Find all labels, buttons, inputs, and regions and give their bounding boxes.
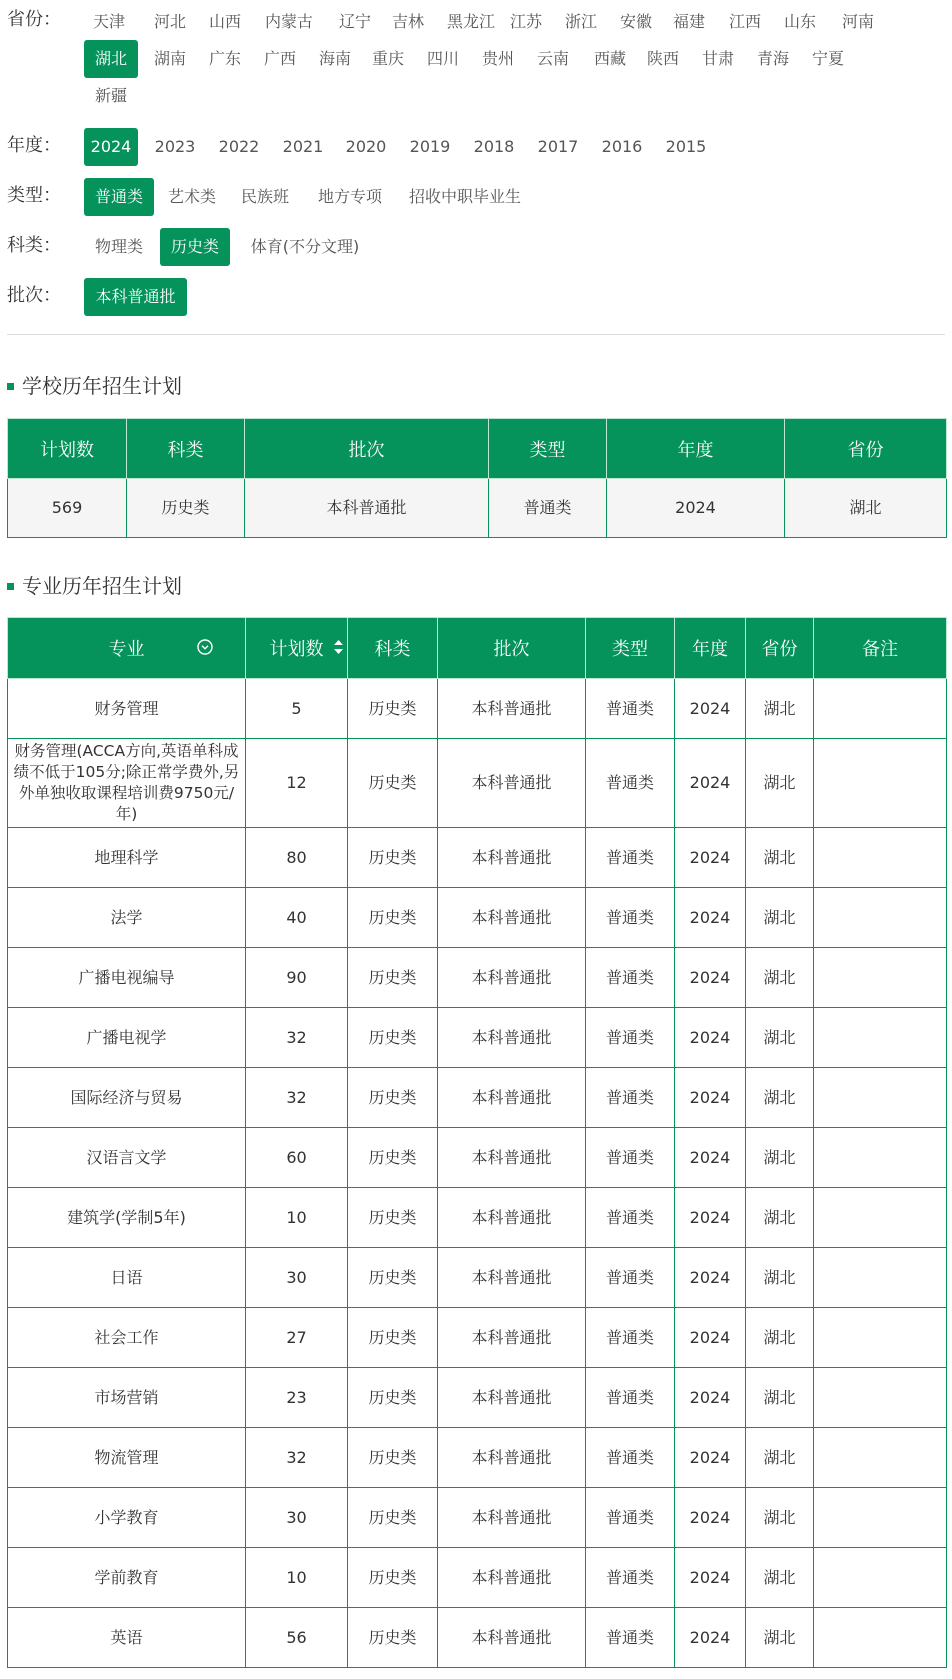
batch-cell: 本科普通批 <box>438 1128 586 1188</box>
major-cell: 市场营销 <box>8 1368 246 1428</box>
batch-cell: 本科普通批 <box>438 1428 586 1488</box>
remark-cell <box>814 1248 947 1308</box>
sort-updown-icon[interactable] <box>334 640 343 654</box>
table-row <box>8 1428 947 1488</box>
plan-count-cell: 30 <box>246 1488 348 1548</box>
province-option[interactable]: 甘肃 <box>701 49 734 68</box>
type-cell: 普通类 <box>586 739 675 828</box>
remark-cell <box>814 679 947 739</box>
province-cell: 湖北 <box>746 1008 814 1068</box>
year-cell: 2024 <box>675 1308 746 1368</box>
province-cell: 湖北 <box>746 888 814 948</box>
subject-cell: 历史类 <box>348 1008 438 1068</box>
major-cell: 学前教育 <box>8 1548 246 1608</box>
province-cell: 湖北 <box>746 1068 814 1128</box>
province-option[interactable]: 山东 <box>783 12 816 31</box>
plan-count-cell: 27 <box>246 1308 348 1368</box>
year-cell: 2024 <box>675 1008 746 1068</box>
year-cell: 2024 <box>675 1608 746 1668</box>
batch-cell: 本科普通批 <box>438 1548 586 1608</box>
remark-cell <box>814 1128 947 1188</box>
subject-cell: 历史类 <box>348 1608 438 1668</box>
plan-count-cell: 10 <box>246 1188 348 1248</box>
year-cell: 2024 <box>675 1548 746 1608</box>
type-cell: 普通类 <box>586 948 675 1008</box>
year-cell: 2024 <box>675 1188 746 1248</box>
plan-count-cell: 12 <box>246 739 348 828</box>
batch-cell: 本科普通批 <box>438 888 586 948</box>
province-cell: 湖北 <box>746 828 814 888</box>
batch-cell: 本科普通批 <box>438 1248 586 1308</box>
school-plan-header-batch: 批次 <box>245 419 489 479</box>
year-option[interactable]: 2020 <box>345 137 387 156</box>
major-header-subject: 科类 <box>348 618 438 679</box>
remark-cell <box>814 1068 947 1128</box>
type-cell: 普通类 <box>586 1488 675 1548</box>
batch-cell: 本科普通批 <box>438 1188 586 1248</box>
subject-cell: 历史类 <box>348 1548 438 1608</box>
plan-count-cell: 60 <box>246 1128 348 1188</box>
table-row <box>8 479 947 538</box>
remark-cell <box>814 1548 947 1608</box>
table-row <box>8 1068 947 1128</box>
plan-count-cell: 10 <box>246 1548 348 1608</box>
province-filter-label: 省份： <box>7 9 61 30</box>
plan-count-cell: 569 <box>8 479 127 538</box>
major-plan-table <box>7 617 947 1668</box>
type-cell: 普通类 <box>586 1008 675 1068</box>
province-option[interactable]: 天津 <box>92 12 125 31</box>
table-row <box>8 1128 947 1188</box>
type-option[interactable]: 招收中职毕业生 <box>408 187 521 206</box>
year-cell: 2024 <box>675 828 746 888</box>
plan-count-cell: 56 <box>246 1608 348 1668</box>
table-row <box>8 828 947 888</box>
batch-cell: 本科普通批 <box>438 739 586 828</box>
year-cell: 2024 <box>675 888 746 948</box>
type-cell: 普通类 <box>586 1368 675 1428</box>
type-cell: 普通类 <box>586 1308 675 1368</box>
subject-cell: 历史类 <box>348 888 438 948</box>
type-cell: 普通类 <box>586 1248 675 1308</box>
subject-cell: 历史类 <box>348 828 438 888</box>
major-cell: 建筑学(学制5年) <box>8 1188 246 1248</box>
major-header-year: 年度 <box>675 618 746 679</box>
province-option[interactable]: 山西 <box>208 12 241 31</box>
batch-cell: 本科普通批 <box>438 1068 586 1128</box>
major-header-major-label: 专业 <box>108 639 145 660</box>
batch-cell: 本科普通批 <box>438 1308 586 1368</box>
province-option[interactable]: 安徽 <box>619 12 652 31</box>
remark-cell <box>814 1488 947 1548</box>
school-plan-header-plan: 计划数 <box>8 419 127 479</box>
batch-option[interactable]: 本科普通批 <box>84 278 187 316</box>
year-option[interactable]: 2024 <box>84 128 138 166</box>
major-cell: 物流管理 <box>8 1428 246 1488</box>
remark-cell <box>814 1428 947 1488</box>
year-option[interactable]: 2018 <box>473 137 515 156</box>
year-cell: 2024 <box>675 1248 746 1308</box>
province-cell: 湖北 <box>785 479 947 538</box>
plan-count-cell: 32 <box>246 1428 348 1488</box>
batch-cell: 本科普通批 <box>438 828 586 888</box>
table-row <box>8 1248 947 1308</box>
province-option[interactable]: 内蒙古 <box>264 12 313 31</box>
province-option[interactable]: 黑龙江 <box>446 12 495 31</box>
province-option[interactable]: 陕西 <box>646 49 679 68</box>
plan-count-cell: 5 <box>246 679 348 739</box>
major-header-major[interactable] <box>8 618 246 679</box>
year-option[interactable]: 2021 <box>282 137 324 156</box>
year-cell: 2024 <box>675 1128 746 1188</box>
school-plan-header-province: 省份 <box>785 419 947 479</box>
year-cell: 2024 <box>675 679 746 739</box>
type-option[interactable]: 普通类 <box>84 178 154 216</box>
major-plan-title <box>7 572 182 600</box>
table-row <box>8 948 947 1008</box>
province-cell: 湖北 <box>746 1548 814 1608</box>
province-option[interactable]: 湖北 <box>84 40 138 78</box>
plan-count-cell: 40 <box>246 888 348 948</box>
province-option[interactable]: 宁夏 <box>811 49 844 68</box>
type-cell: 普通类 <box>586 1068 675 1128</box>
province-cell: 湖北 <box>746 1428 814 1488</box>
major-cell: 广播电视学 <box>8 1008 246 1068</box>
batch-cell: 本科普通批 <box>438 1488 586 1548</box>
province-option[interactable]: 湖南 <box>153 49 186 68</box>
type-cell: 普通类 <box>586 1188 675 1248</box>
remark-cell <box>814 828 947 888</box>
type-option[interactable]: 艺术类 <box>167 187 216 206</box>
major-cell: 日语 <box>8 1248 246 1308</box>
subject-option[interactable]: 体育(不分文理) <box>250 237 360 256</box>
province-option[interactable]: 青海 <box>756 49 789 68</box>
subject-option[interactable]: 历史类 <box>160 228 230 266</box>
province-option[interactable]: 浙江 <box>564 12 597 31</box>
table-row <box>8 1488 947 1548</box>
table-row <box>8 1308 947 1368</box>
remark-cell <box>814 888 947 948</box>
remark-cell <box>814 1008 947 1068</box>
province-cell: 湖北 <box>746 1128 814 1188</box>
remark-cell <box>814 1368 947 1428</box>
plan-count-cell: 90 <box>246 948 348 1008</box>
plan-count-cell: 32 <box>246 1068 348 1128</box>
school-plan-header-year: 年度 <box>607 419 785 479</box>
plan-count-cell: 32 <box>246 1008 348 1068</box>
province-option[interactable]: 重庆 <box>371 49 404 68</box>
type-filter-label: 类型： <box>7 185 61 206</box>
major-header-remark: 备注 <box>814 618 947 679</box>
table-row <box>8 1548 947 1608</box>
subject-cell: 历史类 <box>348 1428 438 1488</box>
subject-cell: 历史类 <box>348 1188 438 1248</box>
year-cell: 2024 <box>675 948 746 1008</box>
major-plan-header-row <box>8 618 947 679</box>
major-cell: 国际经济与贸易 <box>8 1068 246 1128</box>
subject-cell: 历史类 <box>348 1308 438 1368</box>
subject-cell: 历史类 <box>348 948 438 1008</box>
subject-option[interactable]: 物理类 <box>94 237 143 256</box>
year-cell: 2024 <box>675 1368 746 1428</box>
type-cell: 普通类 <box>489 479 607 538</box>
province-cell: 湖北 <box>746 1188 814 1248</box>
year-option[interactable]: 2023 <box>154 137 196 156</box>
section-divider <box>7 334 945 335</box>
type-cell: 普通类 <box>586 1608 675 1668</box>
subject-cell: 历史类 <box>348 679 438 739</box>
major-cell: 汉语言文学 <box>8 1128 246 1188</box>
province-option[interactable]: 新疆 <box>94 86 127 105</box>
year-option[interactable]: 2015 <box>665 137 707 156</box>
type-cell: 普通类 <box>586 679 675 739</box>
school-plan-header-row <box>8 419 947 479</box>
school-plan-header-subject: 科类 <box>127 419 245 479</box>
year-cell: 2024 <box>675 1488 746 1548</box>
remark-cell <box>814 1308 947 1368</box>
type-option[interactable]: 民族班 <box>240 187 289 206</box>
province-option[interactable]: 河南 <box>841 12 874 31</box>
school-plan-title <box>7 372 182 400</box>
province-cell: 湖北 <box>746 1368 814 1428</box>
province-option[interactable]: 江西 <box>728 12 761 31</box>
year-cell: 2024 <box>607 479 785 538</box>
table-row <box>8 1608 947 1668</box>
province-option[interactable]: 吉林 <box>391 12 424 31</box>
table-row <box>8 888 947 948</box>
batch-cell: 本科普通批 <box>438 1008 586 1068</box>
province-cell: 湖北 <box>746 739 814 828</box>
subject-cell: 历史类 <box>348 1068 438 1128</box>
province-option[interactable]: 海南 <box>318 49 351 68</box>
batch-cell: 本科普通批 <box>245 479 489 538</box>
province-option[interactable]: 福建 <box>672 12 705 31</box>
type-cell: 普通类 <box>586 1548 675 1608</box>
province-option[interactable]: 云南 <box>536 49 569 68</box>
province-cell: 湖北 <box>746 1308 814 1368</box>
major-cell: 社会工作 <box>8 1308 246 1368</box>
batch-cell: 本科普通批 <box>438 1608 586 1668</box>
province-option[interactable]: 辽宁 <box>338 12 371 31</box>
remark-cell <box>814 1608 947 1668</box>
subject-filter-label: 科类： <box>7 235 61 256</box>
subject-cell: 历史类 <box>348 1368 438 1428</box>
major-cell: 法学 <box>8 888 246 948</box>
year-filter-label: 年度： <box>7 135 61 156</box>
major-cell: 财务管理 <box>8 679 246 739</box>
year-cell: 2024 <box>675 1068 746 1128</box>
major-cell: 财务管理(ACCA方向,英语单科成绩不低于105分;除正常学费外,另外单独收取课程培训费9750元/年) <box>8 739 246 828</box>
type-option[interactable]: 地方专项 <box>317 187 382 206</box>
subject-cell: 历史类 <box>348 739 438 828</box>
batch-cell: 本科普通批 <box>438 679 586 739</box>
batch-filter-label: 批次： <box>7 285 61 306</box>
subject-cell: 历史类 <box>348 1248 438 1308</box>
school-plan-table <box>7 418 947 538</box>
major-header-province: 省份 <box>746 618 814 679</box>
type-cell: 普通类 <box>586 1128 675 1188</box>
province-cell: 湖北 <box>746 1488 814 1548</box>
province-option[interactable]: 江苏 <box>509 12 542 31</box>
plan-count-cell: 23 <box>246 1368 348 1428</box>
province-option[interactable]: 广东 <box>208 49 241 68</box>
major-header-plan[interactable] <box>246 618 348 679</box>
type-cell: 普通类 <box>586 828 675 888</box>
major-cell: 英语 <box>8 1608 246 1668</box>
batch-cell: 本科普通批 <box>438 1368 586 1428</box>
year-cell: 2024 <box>675 739 746 828</box>
province-cell: 湖北 <box>746 679 814 739</box>
remark-cell <box>814 739 947 828</box>
province-option[interactable]: 广西 <box>263 49 296 68</box>
section-marker-icon <box>7 383 14 390</box>
chevron-down-circle-icon[interactable] <box>197 639 213 655</box>
type-cell: 普通类 <box>586 1428 675 1488</box>
major-header-type: 类型 <box>586 618 675 679</box>
year-option[interactable]: 2022 <box>218 137 260 156</box>
remark-cell <box>814 1188 947 1248</box>
batch-cell: 本科普通批 <box>438 948 586 1008</box>
subject-cell: 历史类 <box>127 479 245 538</box>
province-cell: 湖北 <box>746 1608 814 1668</box>
type-cell: 普通类 <box>586 888 675 948</box>
table-row <box>8 1188 947 1248</box>
table-row <box>8 739 947 828</box>
major-cell: 小学教育 <box>8 1488 246 1548</box>
year-option[interactable]: 2019 <box>409 137 451 156</box>
year-option[interactable]: 2017 <box>537 137 579 156</box>
major-cell: 地理科学 <box>8 828 246 888</box>
province-option[interactable]: 贵州 <box>481 49 514 68</box>
school-plan-title-text: 学校历年招生计划 <box>22 374 182 398</box>
major-plan-body <box>8 679 947 1668</box>
table-row <box>8 679 947 739</box>
plan-count-cell: 30 <box>246 1248 348 1308</box>
school-plan-header-type: 类型 <box>489 419 607 479</box>
subject-cell: 历史类 <box>348 1128 438 1188</box>
plan-count-cell: 80 <box>246 828 348 888</box>
year-cell: 2024 <box>675 1428 746 1488</box>
year-option[interactable]: 2016 <box>601 137 643 156</box>
province-option[interactable]: 西藏 <box>593 49 626 68</box>
subject-cell: 历史类 <box>348 1488 438 1548</box>
province-option[interactable]: 四川 <box>426 49 459 68</box>
province-option[interactable]: 河北 <box>153 12 186 31</box>
major-plan-title-text: 专业历年招生计划 <box>22 574 182 598</box>
table-row <box>8 1368 947 1428</box>
section-marker-icon <box>7 583 14 590</box>
remark-cell <box>814 948 947 1008</box>
province-cell: 湖北 <box>746 948 814 1008</box>
major-header-plan-label: 计划数 <box>269 639 324 660</box>
province-cell: 湖北 <box>746 1248 814 1308</box>
major-cell: 广播电视编导 <box>8 948 246 1008</box>
table-row <box>8 1008 947 1068</box>
major-header-batch: 批次 <box>438 618 586 679</box>
